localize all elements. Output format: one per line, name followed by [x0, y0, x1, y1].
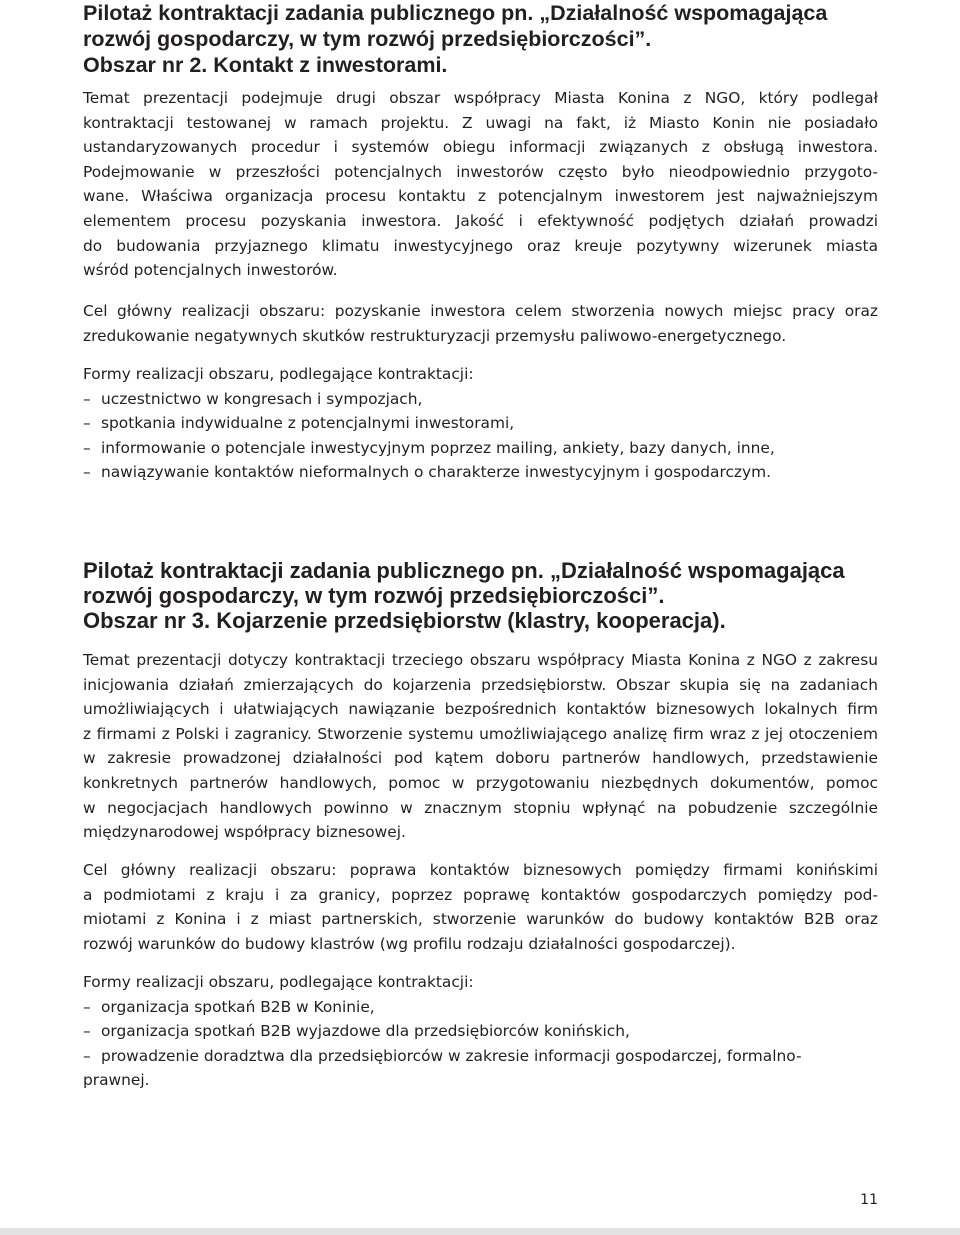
paragraph-line: a podmiotami z kraju i za granicy, poprzez poprawę kontaktów gospodarczych pomiędzy pod-	[83, 885, 878, 904]
heading-line: rozwój gospodarczy, w tym rozwój przedsiębiorczości”.	[83, 583, 665, 608]
section-3-forms-list	[83, 970, 878, 1093]
dash-bullet: –	[83, 463, 91, 482]
paragraph-line: Cel główny realizacji obszaru: pozyskanie inwestora celem stworzenia nowych miejsc pracy oraz	[83, 302, 878, 320]
paragraph-line: wane. Właściwa organizacja procesu kontaktu z potencjalnym inwestorem jest najważniejszym	[83, 187, 878, 206]
paragraph-line: Podejmowanie w przeszłości potencjalnych inwestorów często było nieodpowiednio przygoto-	[83, 162, 878, 181]
list-item	[83, 1019, 878, 1044]
list-item-text: uczestnictwo w kongresach i sympozjach,	[101, 389, 423, 408]
paragraph-line: konkretnych partnerów handlowych, pomoc w przygotowaniu niezbędnych dokumentów, pomoc	[83, 773, 878, 792]
heading-line: Pilotaż kontraktacji zadania publicznego pn. „Działalność wspomagająca	[83, 1, 828, 25]
page-number: 11	[860, 1192, 878, 1208]
list-item	[83, 411, 878, 436]
dash-bullet: –	[83, 1022, 91, 1041]
paragraph-line: rozwój warunków do budowy klastrów (wg profilu rodzaju działalności gospodarczej).	[83, 934, 736, 953]
forms-intro: Formy realizacji obszaru, podlegające kontraktacji:	[83, 973, 474, 991]
paragraph-line: w negocjacjach handlowych powinno w znacznym stopniu wpłynąć na pobudzenie szczególnie	[83, 798, 878, 817]
dash-bullet: –	[83, 1046, 91, 1065]
heading-line: rozwój gospodarczy, w tym rozwój przedsiębiorczości”.	[83, 27, 652, 51]
paragraph-line: wśród potencjalnych inwestorów.	[83, 261, 338, 280]
dash-bullet: –	[83, 414, 91, 433]
list-item	[83, 436, 878, 461]
paragraph-line: Cel główny realizacji obszaru: poprawa kontaktów biznesowych pomiędzy firmami konińskimi	[83, 861, 878, 879]
heading-line: Obszar nr 3. Kojarzenie przedsiębiorstw (klastry, kooperacja).	[83, 608, 726, 633]
heading-line: Pilotaż kontraktacji zadania publicznego pn. „Działalność wspomagająca	[83, 558, 845, 583]
paragraph-line: w zakresie prowadzonej działalności pod kątem doboru partnerów handlowych, przedstawienie	[83, 749, 878, 768]
paragraph-line: zredukowanie negatywnych skutków restrukturyzacji przemysłu paliwowo-energetycznego.	[83, 326, 787, 345]
dash-bullet: –	[83, 389, 91, 408]
list-item-text: prowadzenie doradztwa dla przedsiębiorców w zakresie informacji gospodarczej, formalno-	[101, 1046, 802, 1065]
paragraph-line: elementem procesu pozyskania inwestora. Jakość i efektywność podjętych działań prowadzi	[83, 211, 878, 230]
paragraph-line: Temat prezentacji podejmuje drugi obszar współpracy Miasta Konina z NGO, który podlegał	[83, 89, 878, 107]
list-item	[83, 1044, 878, 1069]
footer-bar	[0, 1228, 960, 1235]
list-item	[83, 460, 878, 485]
section-3-goal-paragraph	[83, 858, 878, 956]
paragraph-line: kontraktacji testowanej w ramach projektu. Z uwagi na fakt, iż Miasto Konin nie posiadało	[83, 113, 878, 132]
list-item-continuation: prawnej.	[83, 1071, 150, 1090]
dash-bullet: –	[83, 997, 91, 1016]
paragraph-line: Temat prezentacji dotyczy kontraktacji trzeciego obszaru współpracy Miasta Konina z NGO z zakresu	[83, 651, 878, 669]
paragraph-line: umożliwiających i ułatwiających nawiązanie bezpośrednich kontaktów biznesowych lokalnych firm	[83, 700, 878, 719]
heading-line: Obszar nr 2. Kontakt z inwestorami.	[83, 53, 448, 77]
section-2-heading	[83, 0, 878, 78]
section-3-intro-paragraph	[83, 648, 878, 845]
paragraph-line: z firmami z Polski i zagranicy. Stworzenie systemu umożliwiającego analizę firm wraz z jej otoczeniem	[83, 724, 878, 743]
list-item-text: nawiązywanie kontaktów nieformalnych o charakterze inwestycyjnym i gospodarczym.	[101, 463, 772, 482]
paragraph-line: do budowania przyjaznego klimatu inwestycyjnego oraz kreuje pozytywny wizerunek miasta	[83, 236, 878, 255]
section-2-intro-paragraph	[83, 86, 878, 283]
paragraph-line: inicjowania działań zmierzających do kojarzenia przedsiębiorstw. Obszar skupia się na zadaniach	[83, 675, 878, 694]
forms-intro: Formy realizacji obszaru, podlegające kontraktacji:	[83, 365, 474, 383]
dash-bullet: –	[83, 438, 91, 457]
paragraph-line: miotami z Konina i z miast partnerskich, stworzenie warunków do budowy kontaktów B2B oraz	[83, 910, 878, 929]
list-item-text: organizacja spotkań B2B w Koninie,	[101, 997, 375, 1016]
list-item-text: informowanie o potencjale inwestycyjnym poprzez mailing, ankiety, bazy danych, inne,	[101, 438, 775, 457]
paragraph-line: ustandaryzowanych procedur i systemów obiegu informacji związanych z obsługą inwestora.	[83, 138, 878, 157]
list-item	[83, 387, 878, 412]
section-2-forms-list	[83, 362, 878, 485]
list-item	[83, 995, 878, 1020]
list-item-text: organizacja spotkań B2B wyjazdowe dla przedsiębiorców konińskich,	[101, 1022, 630, 1041]
list-item-text: spotkania indywidualne z potencjalnymi inwestorami,	[101, 414, 515, 433]
paragraph-line: międzynarodowej współpracy biznesowej.	[83, 823, 406, 842]
section-2-goal-paragraph	[83, 299, 878, 348]
section-3-heading	[83, 558, 878, 633]
